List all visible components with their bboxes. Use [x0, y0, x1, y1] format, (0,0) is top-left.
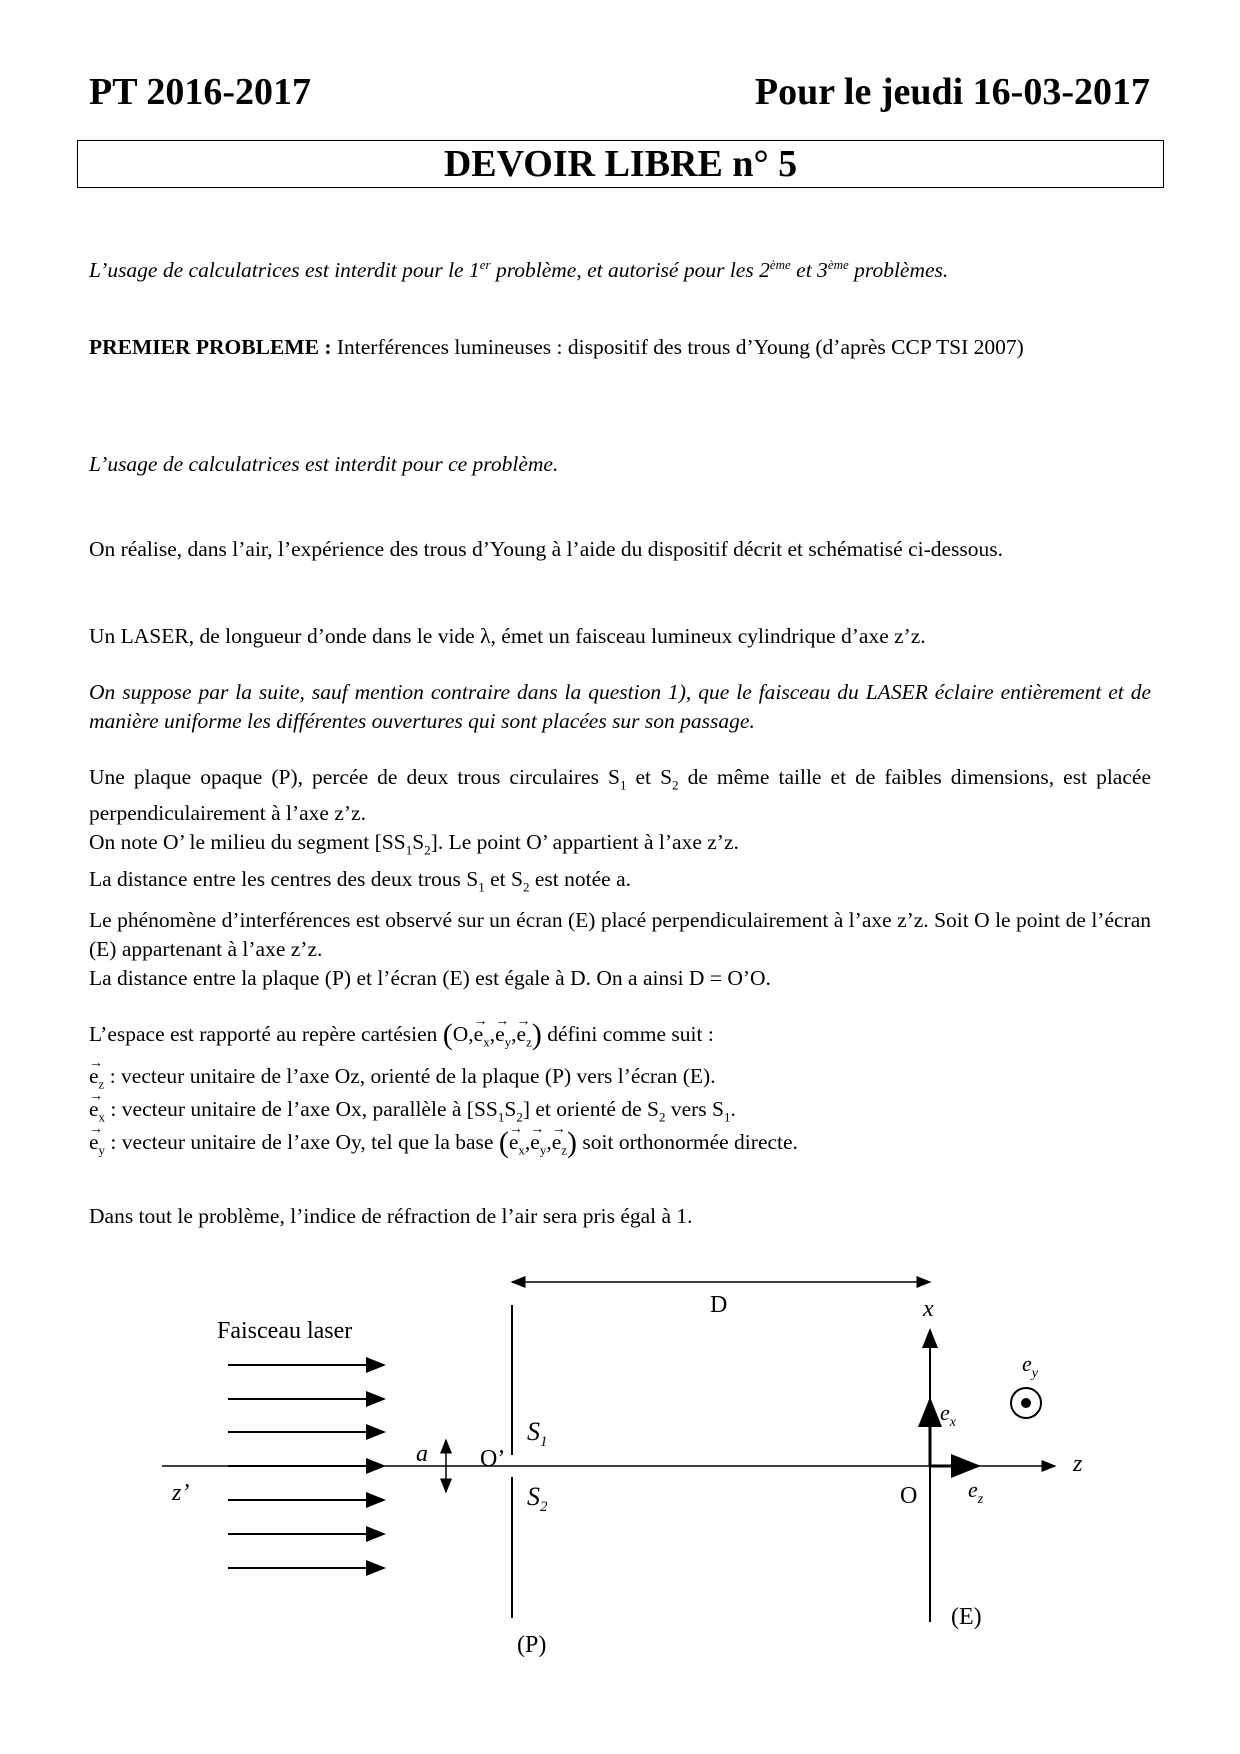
ex-label: $e_x$ — [940, 1400, 956, 1430]
origin-label: O — [900, 1483, 918, 1509]
paragraph-2: Un LASER, de longueur d’onde dans le vide λ, émet un faisceau lumineux cylindrique d’axe z’z. — [89, 624, 926, 648]
z-prime-label: z’ — [172, 1480, 190, 1506]
ey-dot-icon — [1021, 1398, 1031, 1408]
assignment-title: DEVOIR LIBRE n° 5 — [443, 143, 798, 185]
spacing-a-label: a — [416, 1441, 428, 1467]
paragraph-5: Le phénomène d’interférences est observé sur un écran (E) placé perpendiculairement à l’axe z’z. Soit O le point de l’écran (E) appartenant à l’axe z’z. La distance entre la plaque (P) et l’écran (E) est égale à D. On a ainsi D = O’O. — [89, 908, 1151, 990]
paragraph-1: On réalise, dans l’air, l’expérience des trous d’Young à l’aide du dispositif décrit et schématisé ci-dessous. — [89, 537, 1004, 561]
paragraph-3: On suppose par la suite, sauf mention contraire dans la question 1), que le faisceau du LASER éclaire entièrement et de manière uniforme les différentes ouvertures qui sont placées sur son passage. — [89, 680, 1151, 733]
problem-title: Interférences lumineuses : dispositif des trous d’Young (d’après CCP TSI 2007) — [331, 335, 1024, 359]
z-label: z — [1073, 1451, 1083, 1477]
screen-label: (E) — [951, 1604, 982, 1630]
o-prime-label: O’ — [480, 1446, 506, 1472]
ey-label: $e_y$ — [1022, 1351, 1038, 1381]
plate-label: (P) — [517, 1632, 547, 1658]
due-date: Pour le jeudi 16-03-2017 — [754, 71, 1150, 113]
frame-line: L’espace est rapporté au repère cartésien $(O,\to e_x,\to e_y,\to e_z)$ défini comme suit : — [89, 1020, 714, 1056]
s2-label: $S_2$ — [527, 1482, 548, 1515]
distance-D-label: D — [710, 1292, 728, 1318]
ez-label: $e_z$ — [968, 1477, 984, 1507]
problem-label: PREMIER PROBLEME : — [89, 335, 332, 359]
beam-label: Faisceau laser — [217, 1318, 353, 1344]
calculator-notice: L’usage de calculatrices est interdit pour le 1er problème, et autorisé pour les 2ème et 3ème problèmes. — [89, 257, 949, 283]
x-label: x — [923, 1296, 934, 1322]
s1-label: $S_1$ — [527, 1417, 548, 1450]
ey-definition: → $e_y$ : vecteur unitaire de l’axe Oy, tel que la base (→ $e_x,\to e_y,\to e_z$) soit orthonormée directe. — [89, 1128, 798, 1164]
ex-definition: → $e_x$ : vecteur unitaire de l’axe Ox, parallèle à $[SS_1S_2]$ et orienté de $S_2$ vers $S_1$. — [89, 1095, 736, 1131]
paragraph-4: Une plaque opaque (P), percée de deux trous circulaires $S_1$ et $S_2$ de même taille et de faibles dimensions, est placée perpendiculairement à l’axe z’z. On note O’ le milieu du segment $[SS_1S_2]$. Le point O’ appartient à l’axe z’z. La distance entre les centres des deux trous $S_1$ et $S_2$ est notée a. — [89, 765, 1151, 894]
no-calc-notice: L’usage de calculatrices est interdit pour ce problème. — [89, 452, 559, 476]
paragraph-7: Dans tout le problème, l’indice de réfraction de l’air sera pris égal à 1. — [89, 1204, 693, 1228]
course-label: PT 2016-2017 — [89, 71, 312, 113]
ez-definition: → $e_z$ : vecteur unitaire de l’axe Oz, orienté de la plaque (P) vers l’écran (E). — [89, 1062, 716, 1098]
